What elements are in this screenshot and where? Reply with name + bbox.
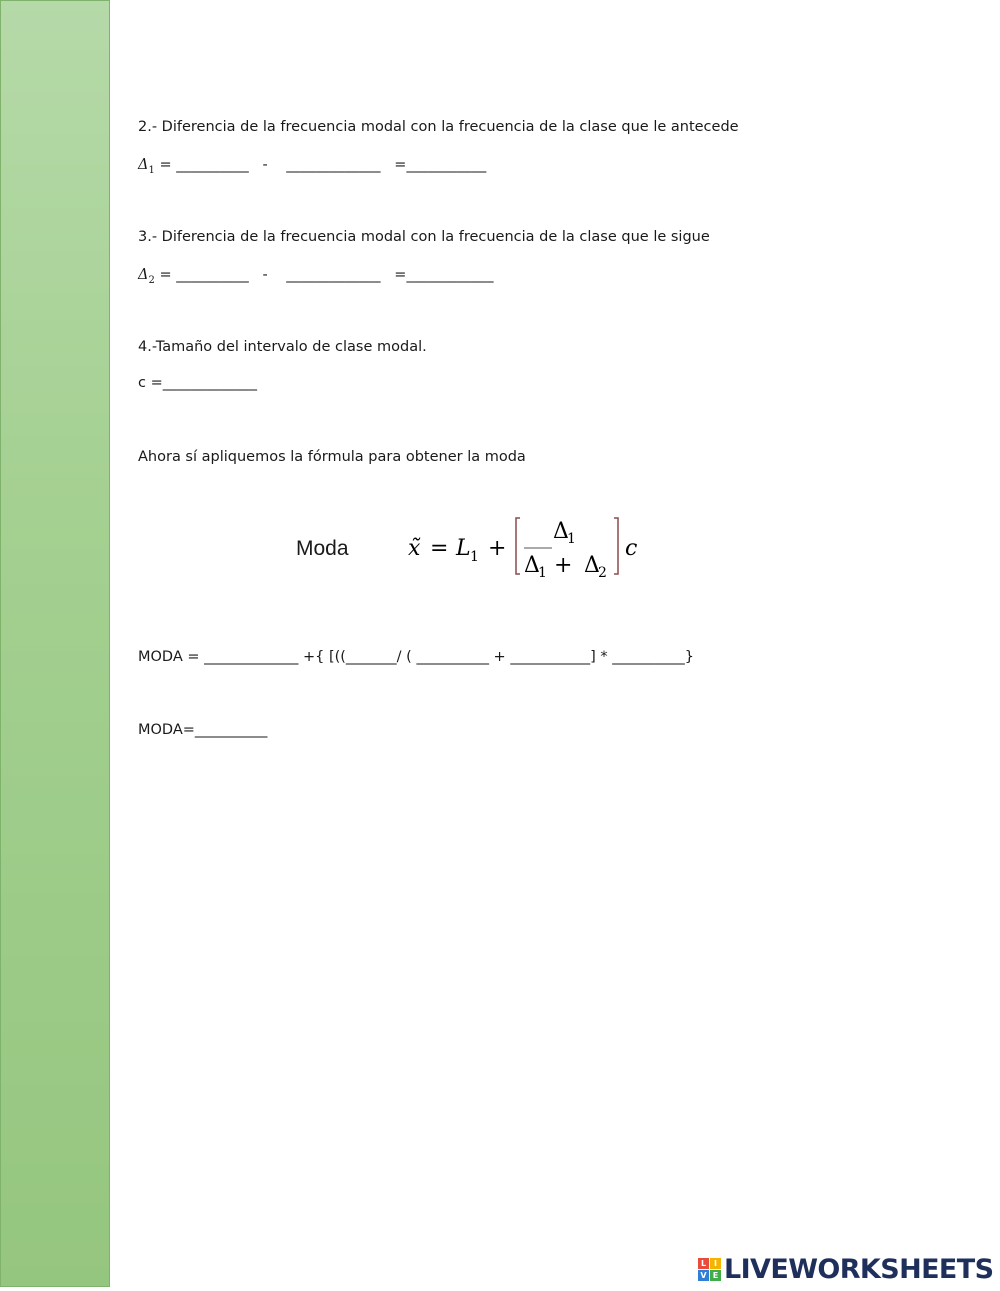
formula-numerator: Δ xyxy=(553,519,569,544)
left-bracket xyxy=(516,518,520,574)
q2-title: 2.- Diferencia de la frecuencia modal con la frecuencia de la clase que le antecede xyxy=(138,119,739,135)
delta2-symbol: $\Delta_2$ xyxy=(138,267,155,286)
left-decorative-band xyxy=(0,0,110,1287)
logo-mark-v: V xyxy=(698,1270,709,1281)
formula-l-sub: 1 xyxy=(470,549,479,565)
instruction-text: Ahora sí apliquemos la fórmula para obtener la moda xyxy=(138,449,526,465)
mode-formula xyxy=(400,512,660,582)
logo-mark-icon xyxy=(698,1258,721,1281)
q3-answer-row xyxy=(138,266,493,290)
q2-answer-row xyxy=(138,156,486,180)
logo-mark-l: L xyxy=(698,1258,709,1269)
formula-label: Moda xyxy=(296,537,349,560)
formula-lhs: x̃ xyxy=(408,536,421,561)
formula-equals: = xyxy=(430,536,449,561)
formula-l: L xyxy=(456,536,471,561)
logo-text: LIVEWORKSHEETS xyxy=(724,1253,994,1285)
q3-title: 3.- Diferencia de la frecuencia modal con la frecuencia de la clase que le sigue xyxy=(138,229,710,245)
formula-denominator-b: Δ xyxy=(584,553,600,578)
logo-mark-e: E xyxy=(710,1270,721,1281)
q2-blanks[interactable]: = __________ - _____________ =___________ xyxy=(154,157,487,173)
q4-title: 4.-Tamaño del intervalo de clase modal. xyxy=(138,339,427,355)
formula-denominator-b-sub: 2 xyxy=(598,565,607,581)
delta1-symbol: $\Delta_1$ xyxy=(138,157,155,176)
formula-denominator-plus: + xyxy=(554,553,573,578)
formula-multiplier: c xyxy=(625,536,638,561)
formula-numerator-sub: 1 xyxy=(567,531,576,547)
q4-blanks[interactable]: c =_____________ xyxy=(138,375,257,391)
moda-result-row[interactable]: MODA=__________ xyxy=(138,722,268,738)
liveworksheets-logo xyxy=(698,1254,993,1284)
q3-blanks[interactable]: = __________ - _____________ =____________ xyxy=(154,267,494,283)
formula-denominator-a-sub: 1 xyxy=(538,565,547,581)
formula-plus: + xyxy=(488,536,507,561)
right-bracket xyxy=(614,518,618,574)
logo-mark-i: I xyxy=(710,1258,721,1269)
moda-fill-row[interactable]: MODA = _____________ +{ [((_______/ ( __________ + ___________] * __________} xyxy=(138,649,694,665)
formula-denominator-a: Δ xyxy=(524,553,540,578)
